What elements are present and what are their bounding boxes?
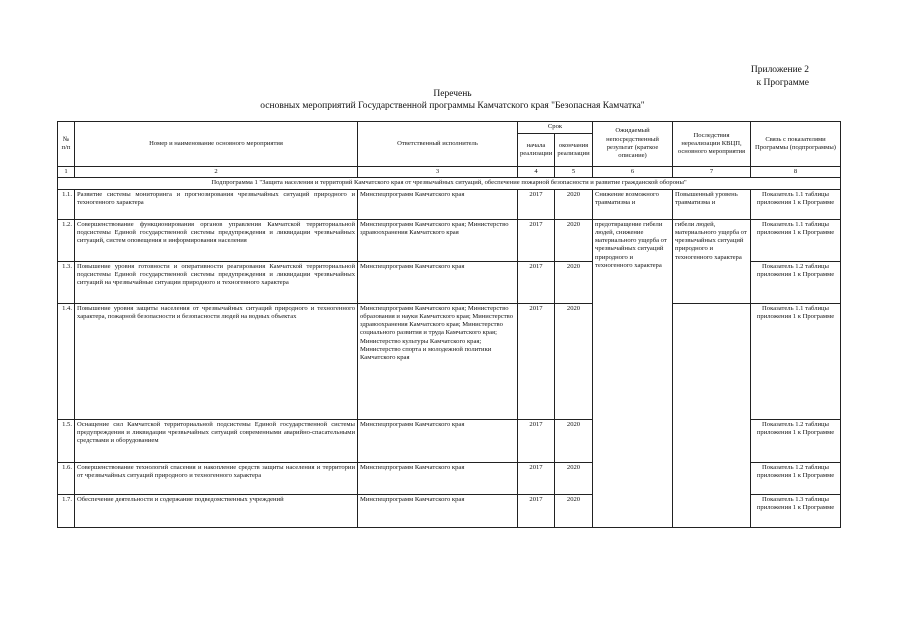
row-indicator: Показатель 1.2 таблицы приложения 1 к Программе: [751, 261, 841, 303]
header-num: № п/п: [58, 122, 75, 167]
row-end: 2020: [555, 303, 593, 419]
document-title: [0, 88, 905, 112]
row-start: 2017: [518, 303, 555, 419]
col-number: 5: [555, 167, 593, 178]
row-num: 1.5.: [58, 419, 75, 462]
consequence-cell-empty: [673, 303, 751, 527]
consequence-cell: гибели людей, материального ущерба от чрезвычайных ситуаций природного и техногенного характера: [673, 219, 751, 303]
row-indicator: Показатель 1.2 таблицы приложения 1 к Программе: [751, 419, 841, 462]
header-result: Ожидаемый непосредственный результат (краткое описание): [593, 122, 673, 167]
row-executor: Минспецпрограмм Камчатского края; Министерство здравоохранения Камчатского края: [358, 219, 518, 261]
row-name: Совершенствование технологий спасения и накопление средств защиты населения и территории от чрезвычайных ситуаций природного и техногенного характера: [75, 462, 358, 494]
row-name: Оснащение сил Камчатской территориальной подсистемы Единой государственной системы предупреждения и ликвидации чрезвычайных ситуаций современными аварийно-спасательными средствами и оборудованием: [75, 419, 358, 462]
appendix-header: [751, 64, 809, 90]
col-number: 4: [518, 167, 555, 178]
row-num: 1.4.: [58, 303, 75, 419]
subprogram-title: Подпрограмма 1 "Защита населения и территорий Камчатского края от чрезвычайных ситуаций, обеспечение пожарной безопасности и развитие гражданской обороны": [58, 178, 841, 189]
result-cell: предотвращение гибели людей, снижение материального ущерба от чрезвычайных ситуаций природного и техногенного характера: [593, 219, 673, 527]
appendix-line1: Приложение 2: [750, 65, 809, 75]
row-indicator: Показатель 1.3 таблицы приложения 1 к Программе: [751, 494, 841, 527]
row-name: Совершенствование функционирования органов управления Камчатской территориальной подсистемы Единой государственной системы предупреждения и ликвидации чрезвычайных ситуаций, систем оповещения и информирования населения: [75, 219, 358, 261]
row-num: 1.1.: [58, 189, 75, 219]
row-executor: Минспецпрограмм Камчатского края; Министерство образования и науки Камчатского края; Министерство здравоохранения Камчатского края; Министерство социального развития и труда Камчатского края; Министерство культуры Камчатского края; Министерство спорта и молодежной политики Камчатского края: [358, 303, 518, 419]
row-name: Развитие системы мониторинга и прогнозирования чрезвычайных ситуаций природного и техногенного характера: [75, 189, 358, 219]
row-indicator: Показатель 1.1 таблицы приложения 1 к Программе: [751, 219, 841, 261]
header-period: Срок: [518, 122, 593, 134]
header-start: начала реализации: [518, 134, 555, 167]
row-num: 1.7.: [58, 494, 75, 527]
row-indicator: Показатель 1.2 таблицы приложения 1 к Программе: [751, 462, 841, 494]
col-number: 3: [358, 167, 518, 178]
row-start: 2017: [518, 419, 555, 462]
header-link: Связь с показателями Программы (подпрограммы): [751, 122, 841, 167]
row-end: 2020: [555, 261, 593, 303]
row-end: 2020: [555, 219, 593, 261]
row-end: 2020: [555, 462, 593, 494]
row-name: Обеспечение деятельности и содержание подведомственных учреждений: [75, 494, 358, 527]
measures-table: [57, 121, 841, 528]
row-end: 2020: [555, 494, 593, 527]
row-indicator: Показатель 1.1 таблицы приложения 1 к Программе: [751, 189, 841, 219]
row-start: 2017: [518, 261, 555, 303]
row-executor: Минспецпрограмм Камчатского края: [358, 462, 518, 494]
row-start: 2017: [518, 462, 555, 494]
title-line1: Перечень: [433, 89, 472, 99]
row-name: Повышение уровня готовности и оперативности реагирования Камчатской территориальной подсистемы Единой государственной системы предупреждения и ликвидации чрезвычайных ситуаций на чрезвычайные ситуации природного и техногенного характера: [75, 261, 358, 303]
col-number: 2: [75, 167, 358, 178]
row-num: 1.3.: [58, 261, 75, 303]
row-end: 2020: [555, 419, 593, 462]
row-executor: Минспецпрограмм Камчатского края: [358, 494, 518, 527]
row-start: 2017: [518, 219, 555, 261]
header-consequences: Последствия нереализации КВЦП, основного мероприятия: [673, 122, 751, 167]
title-line2: основных мероприятий Государственной программы Камчатского края "Безопасная Камчатка": [260, 101, 645, 111]
appendix-line2: к Программе: [756, 78, 809, 88]
header-name: Номер и наименование основного мероприятия: [75, 122, 358, 167]
header-executor: Ответственный исполнитель: [358, 122, 518, 167]
col-number: 1: [58, 167, 75, 178]
col-number: 7: [673, 167, 751, 178]
row-indicator: Показатель 1.1 таблицы приложения 1 к Программе: [751, 303, 841, 419]
row-name: Повышение уровня защиты населения от чрезвычайных ситуаций природного и техногенного характера, пожарной безопасности и безопасности людей на водных объектах: [75, 303, 358, 419]
consequence-cell-top: Повышенный уровень травматизма и: [673, 189, 751, 219]
result-cell-top: Снижение возможного травматизма и: [593, 189, 673, 219]
row-executor: Минспецпрограмм Камчатского края: [358, 189, 518, 219]
col-number: 6: [593, 167, 673, 178]
row-start: 2017: [518, 189, 555, 219]
col-number: 8: [751, 167, 841, 178]
header-end: окончания реализации: [555, 134, 593, 167]
row-end: 2020: [555, 189, 593, 219]
row-num: 1.2.: [58, 219, 75, 261]
row-executor: Минспецпрограмм Камчатского края: [358, 419, 518, 462]
row-start: 2017: [518, 494, 555, 527]
row-executor: Минспецпрограмм Камчатского края: [358, 261, 518, 303]
row-num: 1.6.: [58, 462, 75, 494]
